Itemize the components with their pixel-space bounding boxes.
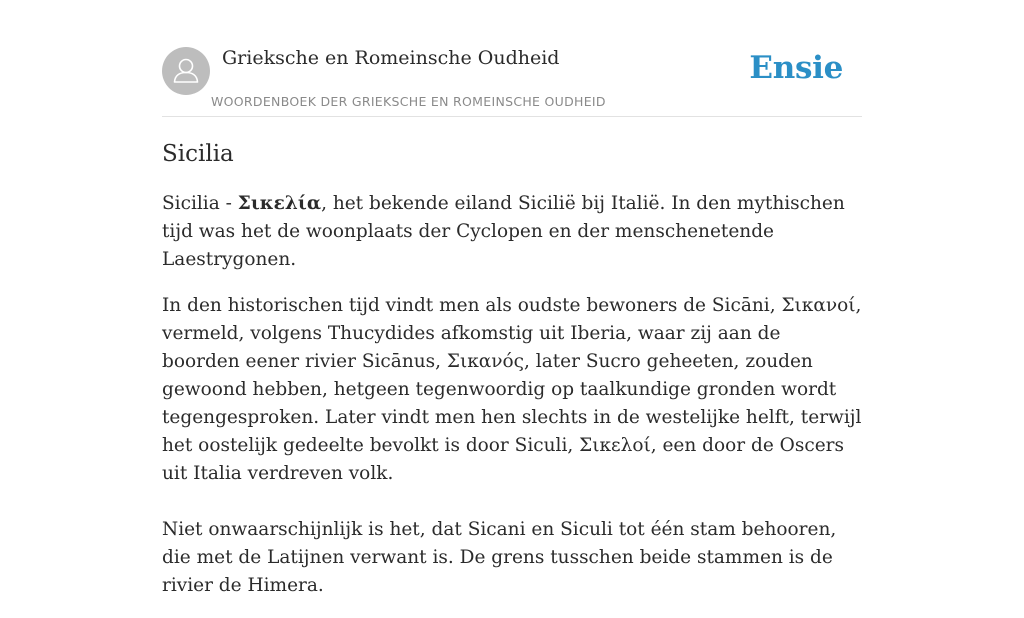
entry-paragraph-1 (162, 190, 862, 274)
entry-paragraph-1-text: , het bekende eiland Sicilië bij Italië. In den mythischen tijd was het de woonplaats der Cyclopen en der menschenetende Laestrygonen. (162, 193, 845, 270)
source-title-link[interactable]: Grieksche en Romeinsche Oudheid (222, 47, 560, 69)
avatar[interactable] (162, 47, 210, 95)
user-icon (162, 47, 210, 95)
entry-lead: Sicilia - (162, 193, 238, 214)
ensie-logo-link[interactable]: Ensie (749, 50, 843, 86)
entry-paragraph-3: Niet onwaarschijnlijk is het, dat Sicani en Siculi tot één stam behooren, die met de Latijnen verwant is. De grens tusschen beide stammen is de rivier de Himera. (162, 519, 837, 596)
source-header (162, 44, 862, 117)
entry-paragraph-2: In den historischen tijd vindt men als oudste bewoners de Sicāni, Σικανοί, vermeld, volgens Thucydides afkomstig uit Iberia, waar zij aan de boorden eener rivier Sicānus, Σικανός, later Sucro geheeten, zouden gewoond hebben, hetgeen tegenwoordig op taalkundige gronden wordt tegengesproken. Later vindt men hen slechts in de westelijke helft, terwijl het oostelijk gedeelte bevolkt is door Siculi, Σικελοί, een door de Oscers uit Italia verdreven volk. (162, 295, 862, 484)
entry-title: Sicilia (162, 141, 234, 167)
entry-content (162, 138, 862, 618)
greek-term: Σικελία (237, 193, 322, 214)
source-subtitle: WOORDENBOEK DER GRIEKSCHE EN ROMEINSCHE OUDHEID (211, 94, 606, 109)
